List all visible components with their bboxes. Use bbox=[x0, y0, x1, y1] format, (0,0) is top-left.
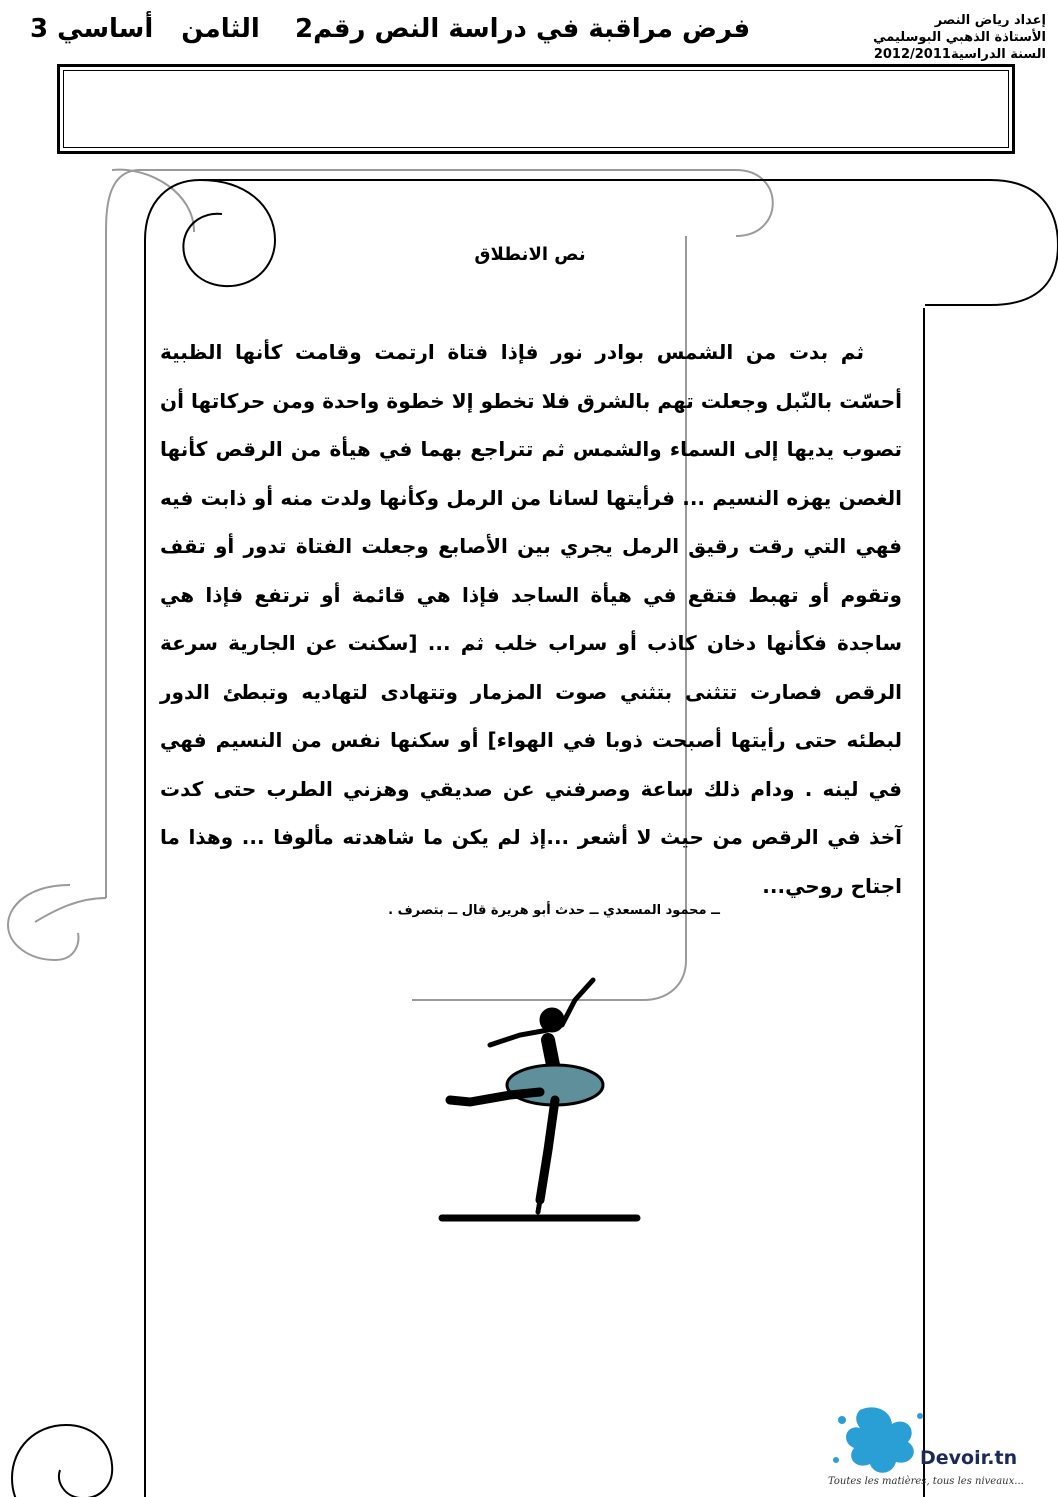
prepared-by: إعداد رياض النصر bbox=[934, 13, 1046, 28]
passage-text bbox=[160, 328, 902, 910]
devoir-logo-text: Devoir.tn bbox=[920, 1447, 1018, 1469]
passage-paragraph: ثم بدت من الشمس بوادر نور فإذا فتاة ارتمت وقامت كأنها الظبية أحسّت بالنّبل وجعلت تهم بالشرق فلا تخطو إلا خطوة واحدة ومن حركاتها أن تصوب يديها إلى السماء والشمس ثم تتراجع بهما في هيأة من الرقص كأنها الغصن يهزه النسيم ... فرأيتها لسانا من الرمل وكأنها ولدت منه أو ذابت فيه فهي التي رقت رقيق الرمل يجري بين الأصابع وجعلت الفتاة تدور أو تقف وتقوم أو تهبط فتقع في هيأة الساجد فإذا هي قائمة أو ترتفع فإذا هي ساجدة فكأنها دخان كاذب أو سراب خلب ثم ... [سكنت عن الجارية سرعة الرقص فصارت تتثنى بتثني صوت المزمار وتتهادى لتهاديه وتبطئ الدور لبطئه حتى رأيتها أصبحت ذوبا في الهواء] أو سكنها نفس من النسيم فهي في لينه . ودام ذلك ساعة وصرفني عن صديقي وهزني الطرب حتى كدت آخذ في الرقص من حيث لا أشعر ...إذ لم يكن ما شاهدته مألوفا ... وهذا ما اجتاح روحي... bbox=[160, 340, 902, 898]
attribution: ــ محمود المسعدي ــ حدث أبو هريرة قال ــ بتصرف . bbox=[388, 903, 720, 918]
ballerina-clipart bbox=[442, 980, 637, 1218]
teacher-name: الأستاذة الذهبي البوسليمي bbox=[873, 30, 1046, 45]
level-grade: الثامن bbox=[181, 14, 260, 44]
devoir-tagline: Toutes les matières, tous les niveaux... bbox=[828, 1476, 1024, 1487]
exam-title: فرض مراقبة في دراسة النص رقم2 bbox=[295, 14, 751, 44]
section-title: نص الانطلاق bbox=[474, 244, 586, 265]
school-year: 2012/2011 bbox=[873, 47, 951, 62]
school-year-label: السنة الدراسية bbox=[950, 47, 1046, 62]
level-track: أساسي 3 bbox=[30, 14, 154, 44]
